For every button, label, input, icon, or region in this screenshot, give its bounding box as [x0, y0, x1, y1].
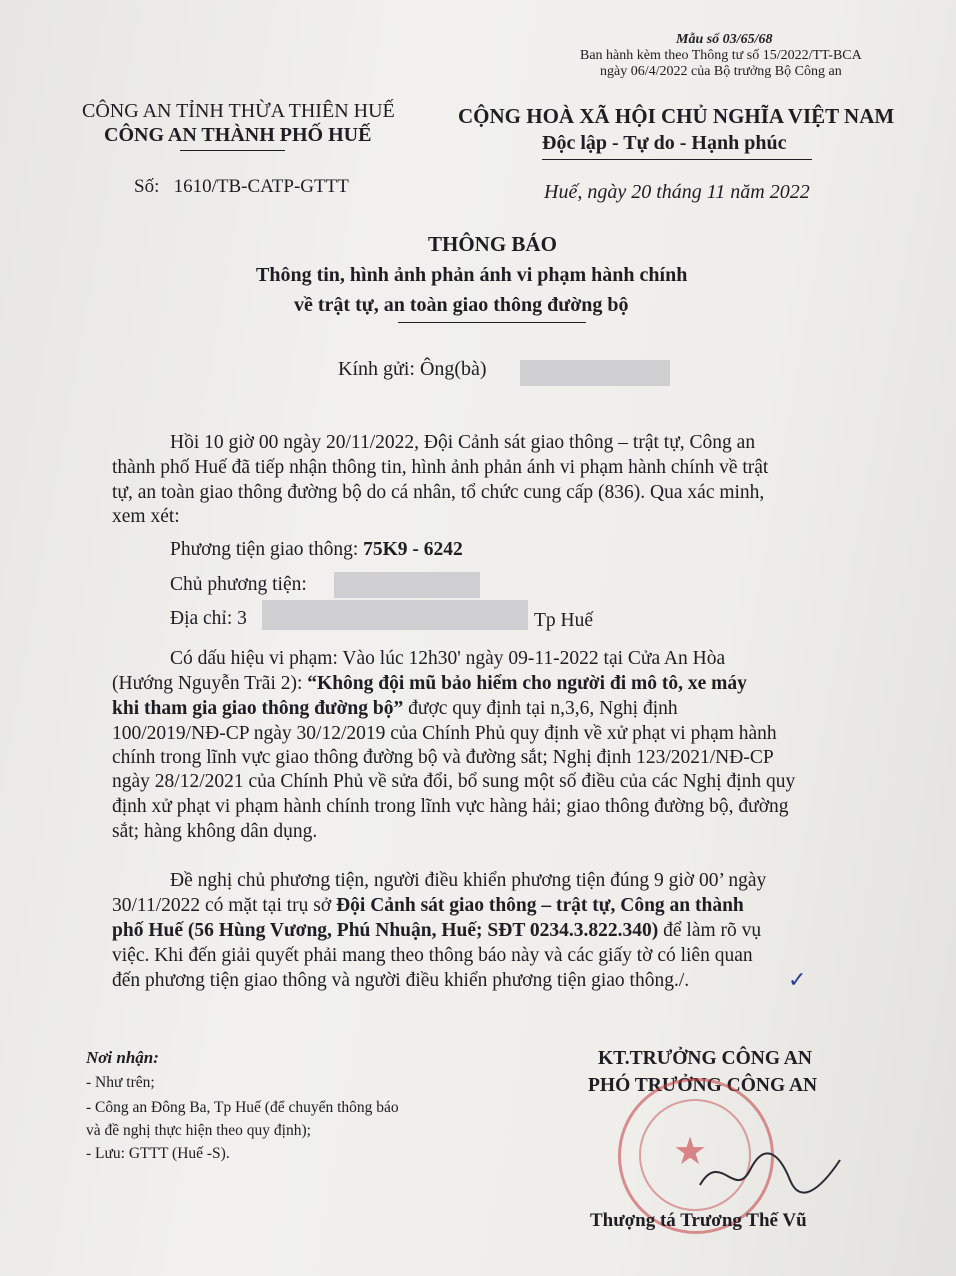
receiver-item: - Như trên;	[86, 1074, 155, 1091]
handwritten-signature	[690, 1140, 850, 1210]
address-label: Địa chỉ: 3	[170, 608, 247, 629]
receiver-item: - Công an Đông Ba, Tp Huế (để chuyển thông báo	[86, 1099, 399, 1116]
violation-line-2	[112, 673, 747, 695]
recipient-label: Kính gửi: Ông(bà)	[338, 358, 487, 380]
intro-line-4: xem xét:	[112, 506, 180, 527]
form-regulation-line1: Ban hành kèm theo Thông tư số 15/2022/TT-BCA	[580, 48, 862, 63]
issuer-underline	[180, 150, 285, 151]
receiver-item: và đề nghị thực hiện theo quy định);	[86, 1122, 311, 1139]
notice-title: THÔNG BÁO	[428, 232, 557, 256]
issuer-province: CÔNG AN TỈNH THỪA THIÊN HUẾ	[82, 100, 395, 122]
document-number	[134, 176, 349, 198]
violation-line-4: 100/2019/NĐ-CP ngày 30/12/2019 của Chính Phủ quy định về xử phạt vi phạm hành	[112, 723, 777, 744]
number-value: 1610/TB-CATP-GTTT	[173, 176, 349, 197]
request-purpose: để làm rõ vụ	[658, 920, 762, 941]
vehicle-line	[170, 539, 463, 561]
signer-name: Thượng tá Trương Thế Vũ	[590, 1210, 807, 1231]
intro-line-2: thành phố Huế đã tiếp nhận thông tin, hình ảnh phản ánh vi phạm hành chính về trật	[112, 457, 769, 478]
violation-description-end: khi tham gia giao thông đường bộ”	[112, 698, 404, 719]
violation-line-3	[112, 698, 678, 720]
request-line-5: đến phương tiện giao thông và người điều khiển phương tiện giao thông./.	[112, 970, 690, 991]
signer-title-1: KT.TRƯỞNG CÔNG AN	[598, 1048, 812, 1069]
vehicle-label: Phương tiện giao thông:	[170, 539, 359, 560]
nation-name: CỘNG HOÀ XÃ HỘI CHỦ NGHĨA VIỆT NAM	[458, 104, 895, 128]
request-office-end: phố Huế (56 Hùng Vương, Phú Nhuận, Huế; SĐT 0234.3.822.340)	[112, 920, 659, 941]
violation-line-8: sắt; hàng không dân dụng.	[112, 821, 318, 842]
receivers-title: Nơi nhận:	[86, 1048, 159, 1067]
violation-description-start: “Không đội mũ bảo hiểm cho người đi mô tô, xe máy	[307, 673, 747, 694]
violation-location: (Hướng Nguyễn Trãi 2):	[112, 673, 308, 694]
redacted-recipient	[520, 360, 670, 386]
request-line-2	[112, 895, 744, 917]
motto-underline	[542, 159, 812, 160]
violation-line-6: ngày 28/12/2021 của Chính Phủ về sửa đổi, bổ sung một số điều của các Nghị định quy	[112, 771, 796, 792]
request-date: 30/11/2022 có mặt tại trụ sở	[112, 895, 337, 916]
violation-line-5: chính trong lĩnh vực giao thông đường bộ và đường sắt; Nghị định 123/2021/NĐ-CP	[112, 747, 774, 768]
request-line-3	[112, 920, 761, 942]
request-line-1: Đề nghị chủ phương tiện, người điều khiển phương tiện đúng 9 giờ 00’ ngày	[170, 870, 767, 891]
address-city: Tp Huế	[534, 610, 594, 631]
receiver-item: - Lưu: GTTT (Huế -S).	[86, 1145, 230, 1162]
violation-line-7: định xử phạt vi phạm hành chính trong lĩnh vực hàng hải; giao thông đường bộ, đường	[112, 796, 789, 817]
form-regulation-line2: ngày 06/4/2022 của Bộ trưởng Bộ Công an	[600, 64, 842, 79]
notice-subtitle-2: về trật tự, an toàn giao thông đường bộ	[294, 294, 629, 316]
number-label: Số:	[134, 176, 160, 197]
seal-star-icon: ★	[673, 1129, 708, 1173]
signer-title-2: PHÓ TRƯỞNG CÔNG AN	[588, 1075, 818, 1096]
intro-line-1: Hồi 10 giờ 00 ngày 20/11/2022, Đội Cảnh sát giao thông – trật tự, Công an	[170, 432, 756, 453]
request-office-start: Đội Cảnh sát giao thông – trật tự, Công an thành	[336, 895, 744, 916]
issuer-city: CÔNG AN THÀNH PHỐ HUẾ	[104, 124, 372, 146]
violation-line-1: Có dấu hiệu vi phạm: Vào lúc 12h30' ngày 09-11-2022 tại Cửa An Hòa	[170, 648, 726, 669]
form-number: Mẫu số 03/65/68	[676, 32, 773, 47]
issue-date: Huế, ngày 20 tháng 11 năm 2022	[544, 181, 810, 203]
intro-line-3: tự, an toàn giao thông đường bộ do cá nhân, tổ chức cung cấp (836). Qua xác minh,	[112, 482, 765, 503]
nation-motto: Độc lập - Tự do - Hạnh phúc	[542, 132, 787, 154]
notice-subtitle-1: Thông tin, hình ảnh phản ánh vi phạm hành chính	[256, 264, 688, 286]
checkmark-icon: ✓	[788, 968, 807, 993]
request-line-4: việc. Khi đến giải quyết phải mang theo thông báo này và các giấy tờ có liên quan	[112, 945, 753, 966]
violation-regulation: được quy định tại n,3,6, Nghị định	[403, 698, 678, 719]
redacted-owner	[334, 572, 480, 598]
subtitle-underline	[398, 322, 586, 323]
vehicle-plate: 75K9 - 6242	[363, 539, 463, 560]
redacted-address	[262, 600, 528, 630]
owner-label: Chủ phương tiện:	[170, 574, 307, 595]
